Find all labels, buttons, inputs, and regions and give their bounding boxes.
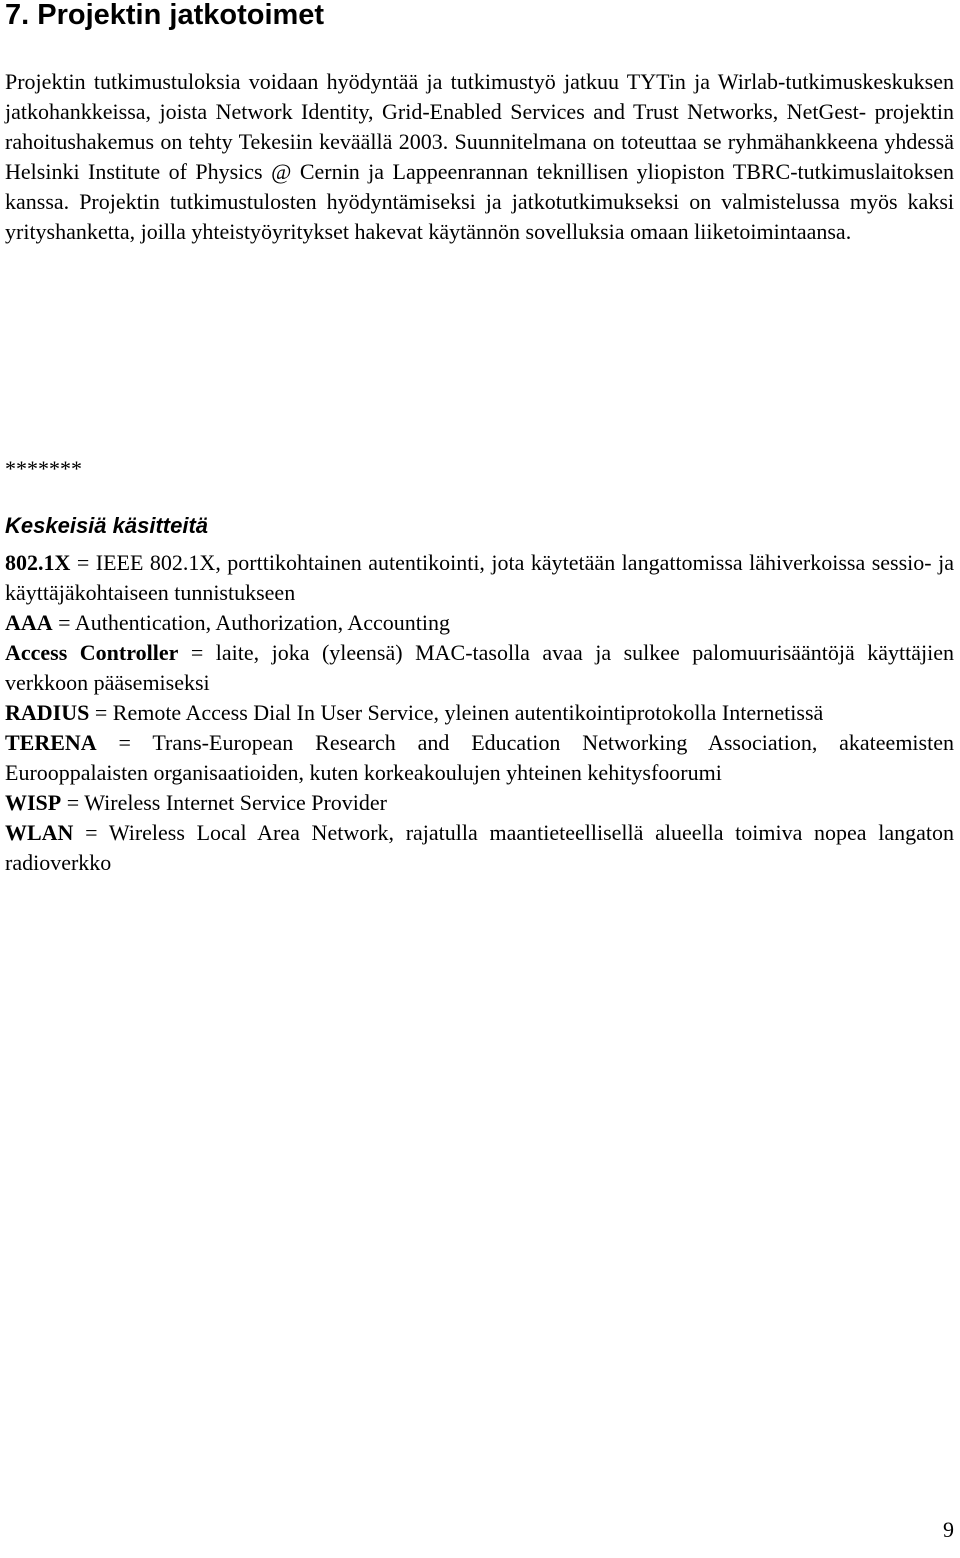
glossary-definition: = Authentication, Authorization, Accounting bbox=[52, 610, 451, 635]
glossary-term: AAA bbox=[5, 610, 53, 635]
glossary-definition: = Wireless Internet Service Provider bbox=[61, 790, 387, 815]
glossary-definition: = laite, joka (yleensä) MAC-tasolla avaa ja sulkee palomuurisääntöjä käyttäjien verkkoon pääsemiseksi bbox=[5, 640, 955, 695]
glossary-definition: = Remote Access Dial In User Service, yleinen autentikointiprotokolla Internetissä bbox=[89, 700, 824, 725]
glossary-term: WISP bbox=[5, 790, 62, 815]
glossary-term: Access Controller bbox=[5, 640, 179, 665]
page-number: 9 bbox=[943, 1517, 954, 1542]
section-separator: ******* bbox=[5, 456, 82, 481]
glossary-item-radius bbox=[5, 698, 954, 728]
glossary-list bbox=[5, 548, 954, 878]
glossary-item-aaa bbox=[5, 608, 954, 638]
glossary-item-wisp bbox=[5, 788, 954, 818]
glossary-item-wlan bbox=[5, 818, 954, 878]
section-heading: 7. Projektin jatkotoimet bbox=[5, 0, 325, 31]
glossary-definition: = IEEE 802.1X, porttikohtainen autentikointi, jota käytetään langattomissa lähiverkoissa sessio- ja käyttäjäkohtaiseen tunnistukseen bbox=[5, 550, 954, 605]
glossary-title: Keskeisiä käsitteitä bbox=[5, 513, 209, 538]
glossary-item-access-controller bbox=[5, 638, 954, 698]
glossary-definition: = Wireless Local Area Network, rajatulla maantieteellisellä alueella toimiva nopea langaton radioverkko bbox=[5, 820, 954, 875]
glossary-term: WLAN bbox=[5, 820, 74, 845]
glossary-item-terena bbox=[5, 728, 954, 788]
body-paragraph: Projektin tutkimustuloksia voidaan hyödyntää ja tutkimustyö jatkuu TYTin ja Wirlab-tutkimuskeskuksen jatkohankkeissa, joista Network Identity, Grid-Enabled Services and Trust Networks, NetGest- projektin rahoitushakemus on tehty Tekesiin keväällä 2003. Suunnitelmana on toteuttaa se ryhmähankkeena yhdessä Helsinki Institute of Physics @ Cernin ja Lappeenrannan teknillisen yliopiston TBRC-tutkimuslaitoksen kanssa. Projektin tutkimustulosten hyödyntämiseksi ja jatkotutkimukseksi on valmistelussa myös kaksi yrityshanketta, joilla yhteistyöyritykset hakevat käytännön sovelluksia omaan liiketoimintaansa. bbox=[5, 69, 954, 244]
glossary-term: TERENA bbox=[5, 730, 97, 755]
glossary-term: RADIUS bbox=[5, 700, 90, 725]
glossary-term: 802.1X bbox=[5, 550, 71, 575]
glossary-item-802-1x bbox=[5, 548, 954, 608]
glossary-definition: = Trans-European Research and Education Networking Association, akateemisten Eurooppalaisten organisaatioiden, kuten korkeakoulujen yhteinen kehitysfoorumi bbox=[5, 730, 954, 785]
